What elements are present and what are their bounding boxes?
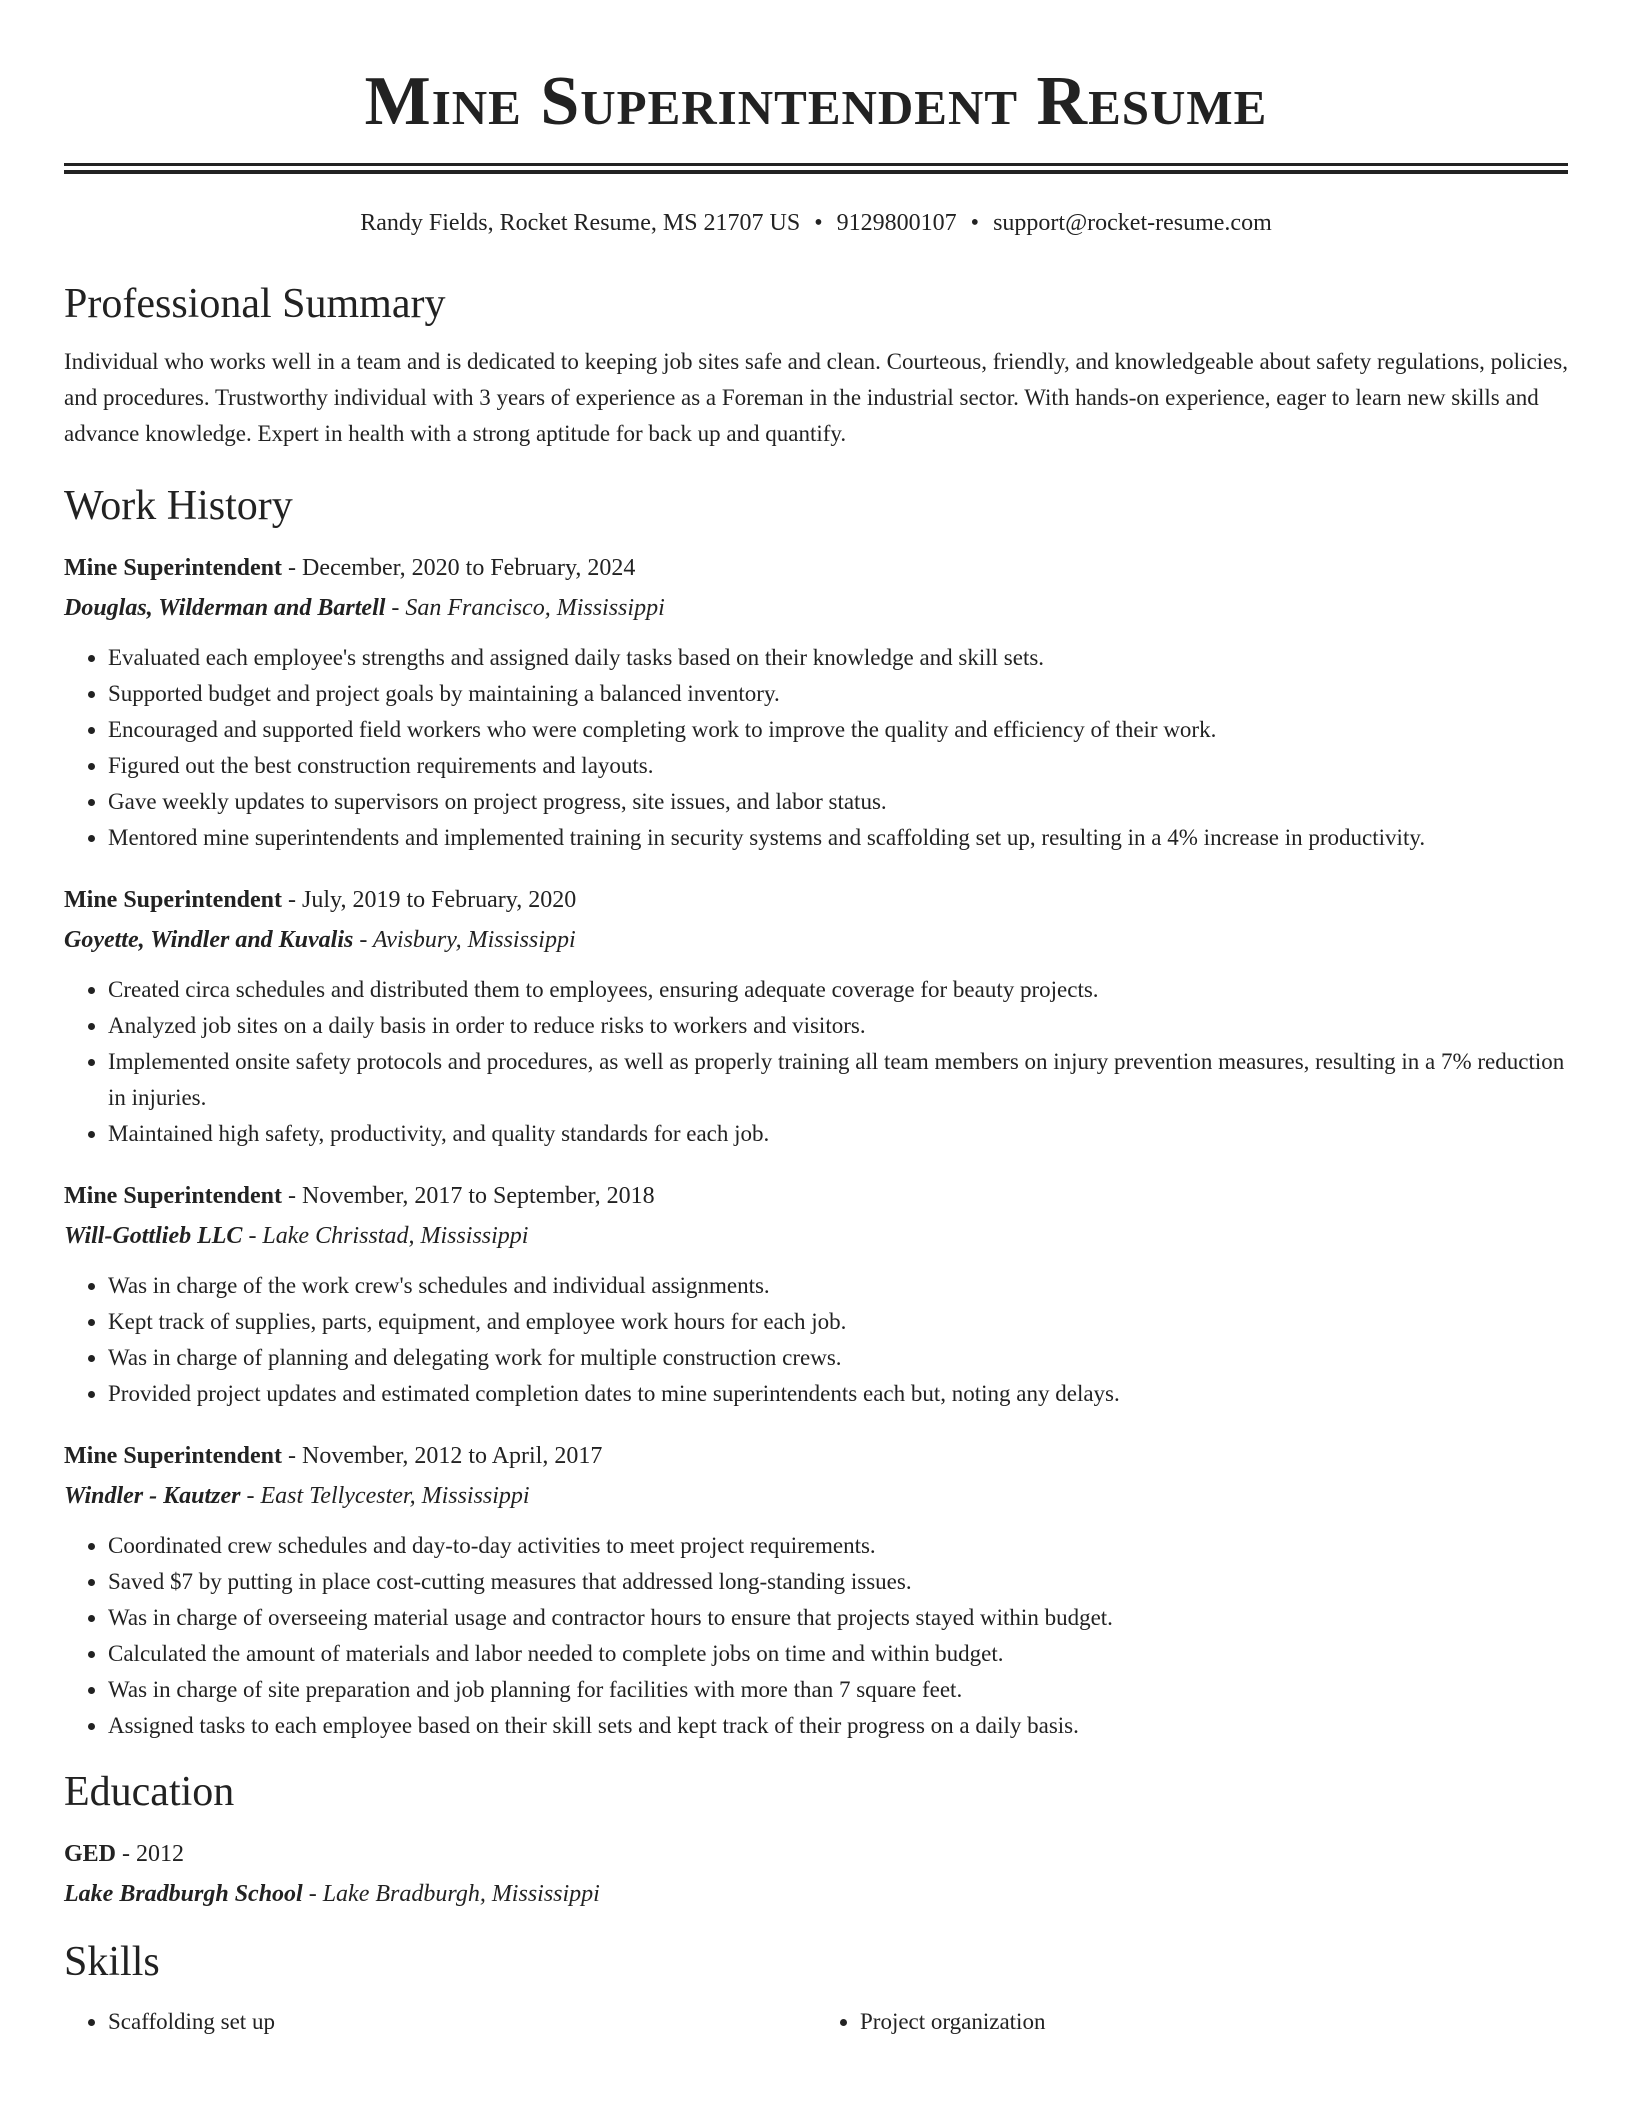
job-title: Mine Superintendent bbox=[64, 887, 283, 913]
employer-line bbox=[64, 588, 1568, 628]
employer-location: - East Tellycester, Mississippi bbox=[240, 1483, 530, 1509]
job-entry bbox=[64, 548, 1568, 856]
skills-grid bbox=[64, 2004, 1568, 2040]
bullet-item: • Mentored mine superintendents and implemented training in security systems and scaffolding set up, resulting in a 4% increase in productivity. bbox=[108, 820, 1568, 856]
summary-text: Individual who works well in a team and is dedicated to keeping job sites safe and clean. Courteous, friendly, and knowledgeable about safety regulations, policies, and procedures. Trustworthy individual with 3 years of experience as a Foreman in the industrial sector. With hands-on experience, eager to learn new skills and advance knowledge. Expert in health with a strong aptitude for back up and quantify. bbox=[64, 349, 1568, 446]
bullet-item: • Coordinated crew schedules and day-to-day activities to meet project requirements. bbox=[108, 1528, 1568, 1564]
bullet-item: • Calculated the amount of materials and labor needed to complete jobs on time and within budget. bbox=[108, 1636, 1568, 1672]
bullet-item: • Figured out the best construction requirements and layouts. bbox=[108, 748, 1568, 784]
skill-item: • Project organization bbox=[860, 2004, 1568, 2040]
degree-year: - 2012 bbox=[116, 1841, 185, 1867]
employer-name: Will-Gottlieb LLC bbox=[64, 1223, 243, 1249]
page-title: Mine Superintendent Resume bbox=[364, 63, 1268, 140]
employer-location: - San Francisco, Mississippi bbox=[385, 595, 665, 621]
bullet-item: • Evaluated each employee's strengths and assigned daily tasks based on their knowledge and skill sets. bbox=[108, 640, 1568, 676]
school-location: - Lake Bradburgh, Mississippi bbox=[302, 1881, 600, 1907]
bullet-item: • Encouraged and supported field workers who were completing work to improve the quality and efficiency of their work. bbox=[108, 712, 1568, 748]
employer-name: Windler - Kautzer bbox=[64, 1483, 241, 1509]
bullet-item: • Was in charge of the work crew's schedules and individual assignments. bbox=[108, 1268, 1568, 1304]
school-line bbox=[64, 1874, 1568, 1914]
contact-separator: • bbox=[814, 210, 823, 236]
skills-heading: Skills bbox=[64, 1939, 160, 1985]
job-entry bbox=[64, 880, 1568, 1152]
employer-line bbox=[64, 1216, 1568, 1256]
job-title-line bbox=[64, 548, 1568, 588]
employer-name: Goyette, Windler and Kuvalis bbox=[64, 927, 354, 953]
contact-address: Randy Fields, Rocket Resume, MS 21707 US bbox=[360, 210, 801, 236]
degree-name: GED bbox=[64, 1841, 117, 1867]
employer-location: - Lake Chrisstad, Mississippi bbox=[242, 1223, 529, 1249]
job-bullets bbox=[64, 1528, 1568, 1744]
job-title-line bbox=[64, 1176, 1568, 1216]
job-title-line bbox=[64, 1436, 1568, 1476]
skill-item: • Scaffolding set up bbox=[108, 2004, 816, 2040]
bullet-item: • Gave weekly updates to supervisors on project progress, site issues, and labor status. bbox=[108, 784, 1568, 820]
contact-phone: 9129800107 bbox=[836, 210, 957, 236]
job-title: Mine Superintendent bbox=[64, 555, 283, 581]
job-dates: - November, 2017 to September, 2018 bbox=[282, 1183, 655, 1209]
work-history-heading: Work History bbox=[64, 483, 293, 529]
bullet-item: • Maintained high safety, productivity, and quality standards for each job. bbox=[108, 1116, 1568, 1152]
bullet-item: • Supported budget and project goals by maintaining a balanced inventory. bbox=[108, 676, 1568, 712]
employer-line bbox=[64, 920, 1568, 960]
bullet-item: • Kept track of supplies, parts, equipment, and employee work hours for each job. bbox=[108, 1304, 1568, 1340]
job-title: Mine Superintendent bbox=[64, 1443, 283, 1469]
employer-location: - Avisbury, Mississippi bbox=[353, 927, 576, 953]
job-dates: - July, 2019 to February, 2020 bbox=[282, 887, 577, 913]
job-entry bbox=[64, 1176, 1568, 1412]
contact-line bbox=[64, 208, 1568, 238]
bullet-item: • Assigned tasks to each employee based on their skill sets and kept track of their progress on a daily basis. bbox=[108, 1708, 1568, 1744]
job-dates: - December, 2020 to February, 2024 bbox=[282, 555, 636, 581]
job-title-line bbox=[64, 880, 1568, 920]
job-bullets bbox=[64, 640, 1568, 856]
job-bullets bbox=[64, 972, 1568, 1152]
education-entry bbox=[64, 1834, 1568, 1914]
contact-separator: • bbox=[970, 210, 980, 236]
job-entry bbox=[64, 1436, 1568, 1744]
bullet-item: • Implemented onsite safety protocols and procedures, as well as properly training all team members on injury prevention measures, resulting in a 7% reduction in injuries. bbox=[108, 1044, 1568, 1116]
bullet-item: • Created circa schedules and distributed them to employees, ensuring adequate coverage for beauty projects. bbox=[108, 972, 1568, 1008]
bullet-item: • Saved $7 by putting in place cost-cutting measures that addressed long-standing issues. bbox=[108, 1564, 1568, 1600]
contact-email: support@rocket-resume.com bbox=[993, 210, 1272, 236]
bullet-item: • Was in charge of overseeing material usage and contractor hours to ensure that projects stayed within budget. bbox=[108, 1600, 1568, 1636]
bullet-item: • Was in charge of site preparation and job planning for facilities with more than 7 square feet. bbox=[108, 1672, 1568, 1708]
job-dates: - November, 2012 to April, 2017 bbox=[282, 1443, 603, 1469]
employer-line bbox=[64, 1476, 1568, 1516]
skills-column-right bbox=[816, 2004, 1568, 2040]
school-name: Lake Bradburgh School bbox=[64, 1881, 303, 1907]
skills-column-left bbox=[64, 2004, 816, 2040]
education-heading: Education bbox=[64, 1769, 235, 1815]
job-bullets bbox=[64, 1268, 1568, 1412]
bullet-item: • Was in charge of planning and delegating work for multiple construction crews. bbox=[108, 1340, 1568, 1376]
job-title: Mine Superintendent bbox=[64, 1183, 283, 1209]
bullet-item: • Analyzed job sites on a daily basis in order to reduce risks to workers and visitors. bbox=[108, 1008, 1568, 1044]
bullet-item: • Provided project updates and estimated completion dates to mine superintendents each but, noting any delays. bbox=[108, 1376, 1568, 1412]
title-divider bbox=[64, 163, 1568, 174]
summary-heading: Professional Summary bbox=[64, 281, 446, 327]
degree-line bbox=[64, 1834, 1568, 1874]
employer-name: Douglas, Wilderman and Bartell bbox=[64, 595, 386, 621]
